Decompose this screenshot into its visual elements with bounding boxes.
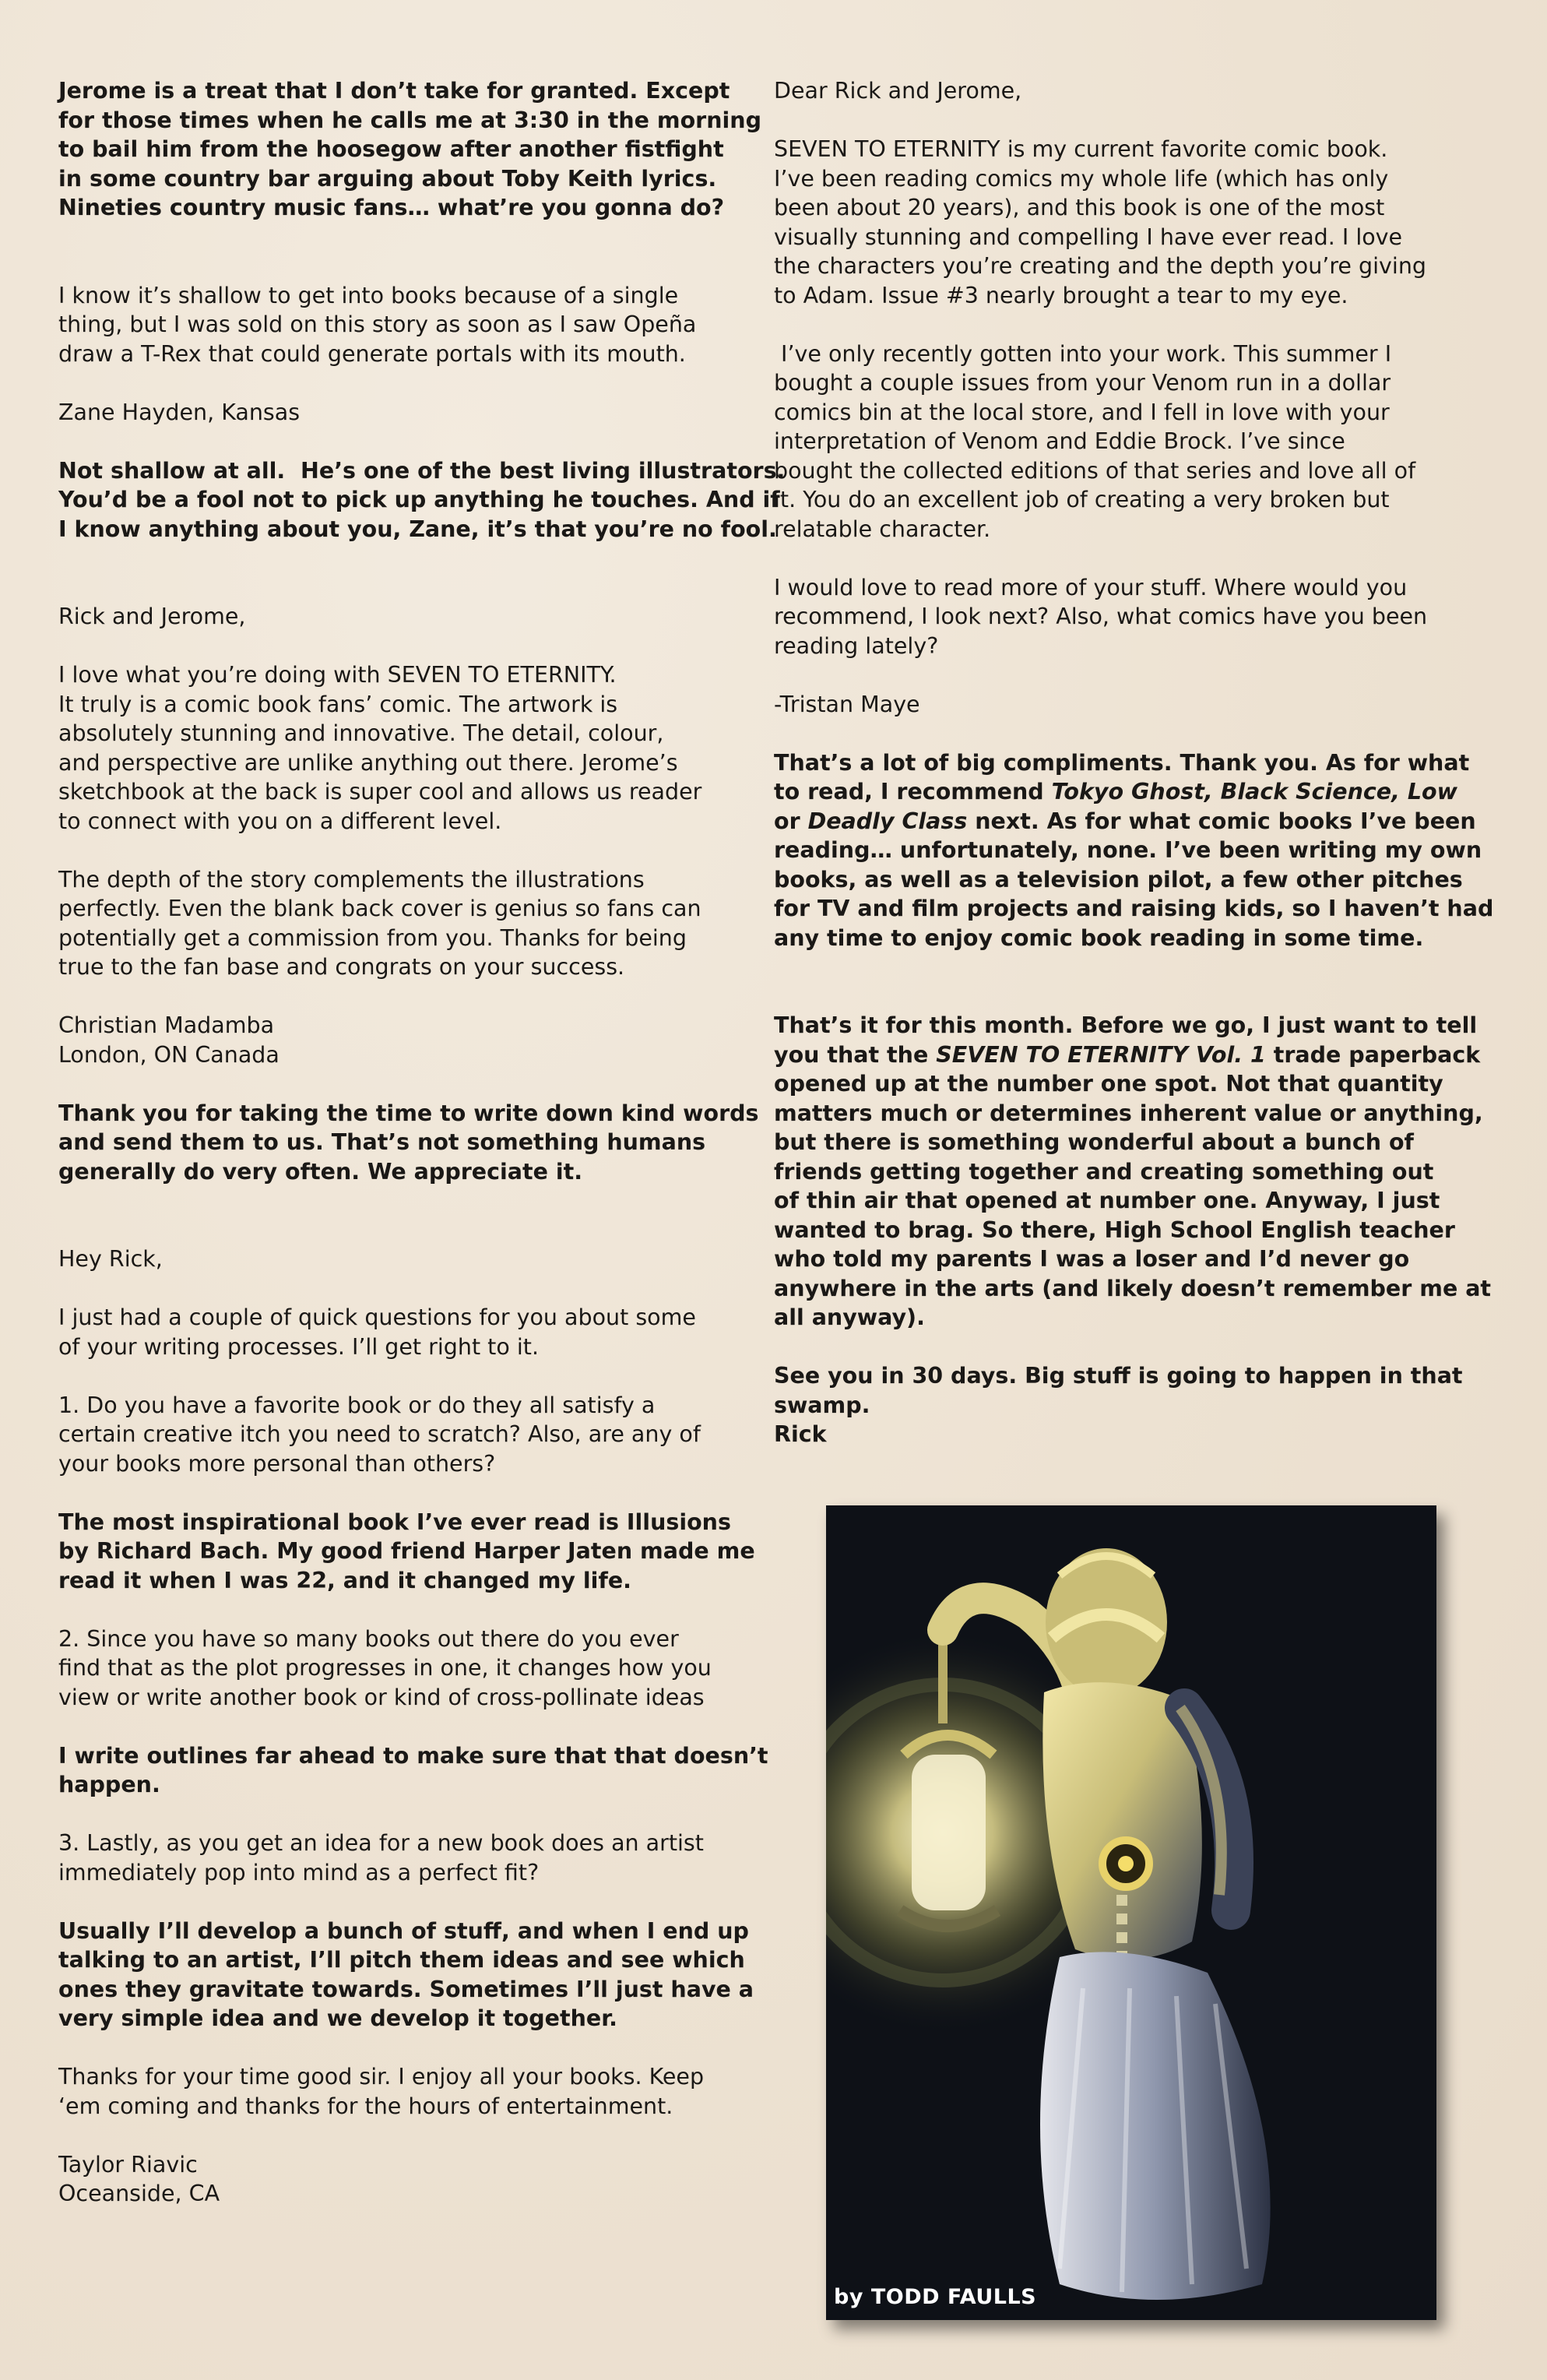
text-line: reading… unfortunately, none. I’ve been writing my own (774, 837, 1482, 863)
text-line: 1. Do you have a favorite book or do they all satisfy a (58, 1392, 656, 1418)
reply-paragraph (58, 1099, 759, 1187)
text-line: Oceanside, CA (58, 2181, 220, 2206)
text-line: You’d be a fool not to pick up anything he touches. And if (58, 487, 780, 512)
text-line: 2. Since you have so many books out there do you ever (58, 1625, 679, 1652)
letter-paragraph (774, 573, 1475, 661)
text-line: of your writing processes. I’ll get right to it. (58, 1333, 540, 1360)
text-line: by Richard Bach. My good friend Harper Jaten made me (58, 1538, 755, 1564)
text-line: immediately pop into mind as a perfect fit? (58, 1859, 540, 1885)
letter-paragraph (58, 1625, 759, 1713)
text-line: the characters you’re creating and the depth you’re giving (774, 253, 1426, 279)
text-line: very simple idea and we develop it together. (58, 2005, 618, 2031)
letter-paragraph (58, 865, 759, 982)
text-line: and send them to us. That’s not something humans (58, 1129, 706, 1155)
text-line: and perspective are unlike anything out there. Jerome’s (58, 749, 678, 776)
text-line: true to the fan base and congrats on your success. (58, 954, 625, 980)
text-line: The depth of the story complements the illustrations (58, 866, 645, 892)
text-line: interpretation of Venom and Eddie Brock. I’ve since (774, 428, 1345, 454)
text-line: That’s it for this month. Before we go, I just want to tell (774, 1012, 1478, 1038)
text-line: find that as the plot progresses in one, it changes how you (58, 1655, 712, 1681)
text-line: of thin air that opened at number one. Anyway, I just (774, 1188, 1440, 1213)
text-line: it. You do an excellent job of creating a very broken but (774, 487, 1390, 512)
text-line: you that the SEVEN TO ETERNITY Vol. 1 trade paperback (774, 1041, 1481, 1068)
text-line: read it when I was 22, and it changed my life. (58, 1567, 632, 1593)
reply-paragraph (774, 1361, 1475, 1449)
text-line: happen. (58, 1772, 160, 1797)
reply-paragraph (58, 76, 759, 223)
text-line: SEVEN TO ETERNITY is my current favorite comic book. (774, 136, 1388, 162)
text-line: I know anything about you, Zane, it’s that you’re no fool. (58, 516, 777, 542)
text-line: to connect with you on a different level. (58, 808, 502, 834)
text-line: or Deadly Class next. As for what comic books I’ve been (774, 808, 1476, 834)
reply-paragraph (774, 1011, 1492, 1333)
letter-paragraph (58, 602, 759, 632)
text-line: bought the collected editions of that series and love all of (774, 457, 1416, 484)
text-line: for TV and film projects and raising kids, so I haven’t had (774, 896, 1494, 921)
text-line: reading lately? (774, 632, 939, 659)
text-line: anywhere in the arts (and likely doesn’t remember me at (774, 1275, 1492, 1301)
text-line: comics bin at the local store, and I fell in love with your (774, 399, 1390, 425)
letter-paragraph (774, 135, 1475, 310)
text-line: bought a couple issues from your Venom run in a dollar (774, 370, 1391, 396)
text-line: Rick (774, 1421, 827, 1447)
text-line: Usually I’ll develop a bunch of stuff, and when I end up (58, 1917, 749, 1944)
letter-paragraph (58, 398, 759, 428)
letter-paragraph (58, 1245, 759, 1274)
text-line: Thank you for taking the time to write down kind words (58, 1100, 759, 1126)
text-line: That’s a lot of big compliments. Thank you. As for what (774, 749, 1470, 776)
text-line: to read, I recommend Tokyo Ghost, Black Science, Low (774, 779, 1457, 804)
text-line: thing, but I was sold on this story as soon as I saw Opeña (58, 312, 697, 337)
text-line: any time to enjoy comic book reading in some time. (774, 924, 1424, 951)
text-line: relatable character. (774, 516, 991, 542)
text-line: visually stunning and compelling I have ever read. I love (774, 224, 1403, 250)
letter-paragraph (58, 1391, 759, 1479)
letters-column-right (774, 76, 1494, 1449)
text-line: Christian Madamba (58, 1012, 275, 1038)
text-line: been about 20 years), and this book is one of the most (774, 195, 1385, 220)
text-line: opened up at the number one spot. Not that quantity (774, 1071, 1443, 1097)
letter-paragraph (58, 2150, 759, 2209)
text-line: absolutely stunning and innovative. The detail, colour, (58, 720, 664, 746)
text-line: Nineties country music fans… what’re you gonna do? (58, 195, 725, 220)
illustration-credit: by TODD FAULLS (834, 2285, 1037, 2309)
text-line: view or write another book or kind of cross-pollinate ideas (58, 1684, 705, 1710)
text-line: all anyway). (774, 1304, 925, 1330)
text-line: to Adam. Issue #3 nearly brought a tear to my eye. (774, 282, 1348, 308)
text-line: I just had a couple of quick questions for you about some (58, 1304, 696, 1330)
reply-paragraph (774, 748, 1494, 953)
text-line: It truly is a comic book fans’ comic. The artwork is (58, 691, 618, 717)
letter-paragraph (58, 1829, 759, 1887)
text-line: I write outlines far ahead to make sure that that doesn’t (58, 1742, 768, 1769)
text-line: See you in 30 days. Big stuff is going to happen in that (774, 1363, 1463, 1389)
text-line: books, as well as a television pilot, a few other pitches (774, 866, 1463, 892)
text-line: potentially get a commission from you. Thanks for being (58, 924, 687, 951)
text-line: London, ON Canada (58, 1041, 280, 1068)
reply-paragraph (58, 1741, 768, 1800)
text-line: for those times when he calls me at 3:30 in the morning (58, 107, 761, 133)
letter-paragraph (58, 2062, 759, 2121)
text-line: -Tristan Maye (774, 691, 920, 717)
letter-paragraph (774, 690, 1475, 720)
letter-paragraph (58, 660, 759, 836)
fan-art-illustration (826, 1505, 1436, 2320)
text-line: swamp. (774, 1392, 870, 1418)
letter-paragraph (58, 1303, 759, 1361)
letter-paragraph (58, 1011, 759, 1069)
text-line: your books more personal than others? (58, 1450, 496, 1477)
text-line: talking to an artist, I’ll pitch them ideas and see which (58, 1947, 745, 1973)
text-line: Rick and Jerome, (58, 604, 246, 629)
text-line: Zane Hayden, Kansas (58, 399, 301, 425)
letter-paragraph (774, 76, 1475, 106)
text-line: wanted to brag. So there, High School English teacher (774, 1216, 1455, 1243)
text-line: ‘em coming and thanks for the hours of entertainment. (58, 2093, 673, 2119)
text-line: in some country bar arguing about Toby Keith lyrics. (58, 165, 717, 192)
text-line: friends getting together and creating something out (774, 1158, 1434, 1185)
text-line: Hey Rick, (58, 1246, 163, 1272)
text-line: to bail him from the hoosegow after another fistfight (58, 136, 724, 162)
text-line: The most inspirational book I’ve ever read is Illusions (58, 1509, 731, 1535)
text-line: I know it’s shallow to get into books because of a single (58, 282, 679, 308)
lantern-bearer-illustration-icon (826, 1505, 1436, 2320)
text-line: I’ve only recently gotten into your work. This summer I (774, 340, 1392, 367)
text-line: draw a T-Rex that could generate portals with its mouth. (58, 340, 686, 367)
text-line: I’ve been reading comics my whole life (which has only (774, 165, 1389, 192)
text-line: matters much or determines inherent value or anything, (774, 1100, 1483, 1126)
reply-paragraph (58, 456, 786, 544)
text-line: Not shallow at all. He’s one of the best living illustrators. (58, 457, 786, 484)
text-line: Thanks for your time good sir. I enjoy all your books. Keep (58, 2064, 705, 2090)
text-line: I would love to read more of your stuff. Where would you (774, 574, 1408, 600)
letter-paragraph (58, 281, 759, 369)
text-line: Dear Rick and Jerome, (774, 78, 1022, 104)
reply-paragraph (58, 1508, 759, 1596)
letter-paragraph (774, 340, 1475, 544)
text-line: Taylor Riavic (58, 2151, 198, 2178)
reply-paragraph (58, 1917, 759, 2033)
text-line: sketchbook at the back is super cool and allows us reader (58, 779, 702, 804)
letters-column-left (58, 76, 786, 2237)
text-line: I love what you’re doing with SEVEN TO ETERNITY. (58, 662, 617, 688)
text-line: perfectly. Even the blank back cover is genius so fans can (58, 896, 701, 921)
text-line: certain creative itch you need to scratch? Also, are any of (58, 1421, 701, 1447)
text-line: but there is something wonderful about a bunch of (774, 1129, 1414, 1155)
text-line: ones they gravitate towards. Sometimes I’ll just have a (58, 1976, 754, 2002)
text-line: Jerome is a treat that I don’t take for granted. Except (58, 78, 730, 104)
text-line: generally do very often. We appreciate it. (58, 1158, 583, 1185)
text-line: 3. Lastly, as you get an idea for a new book does an artist (58, 1830, 704, 1856)
text-line: who told my parents I was a loser and I’d never go (774, 1246, 1410, 1272)
text-line: recommend, I look next? Also, what comics have you been (774, 604, 1428, 629)
